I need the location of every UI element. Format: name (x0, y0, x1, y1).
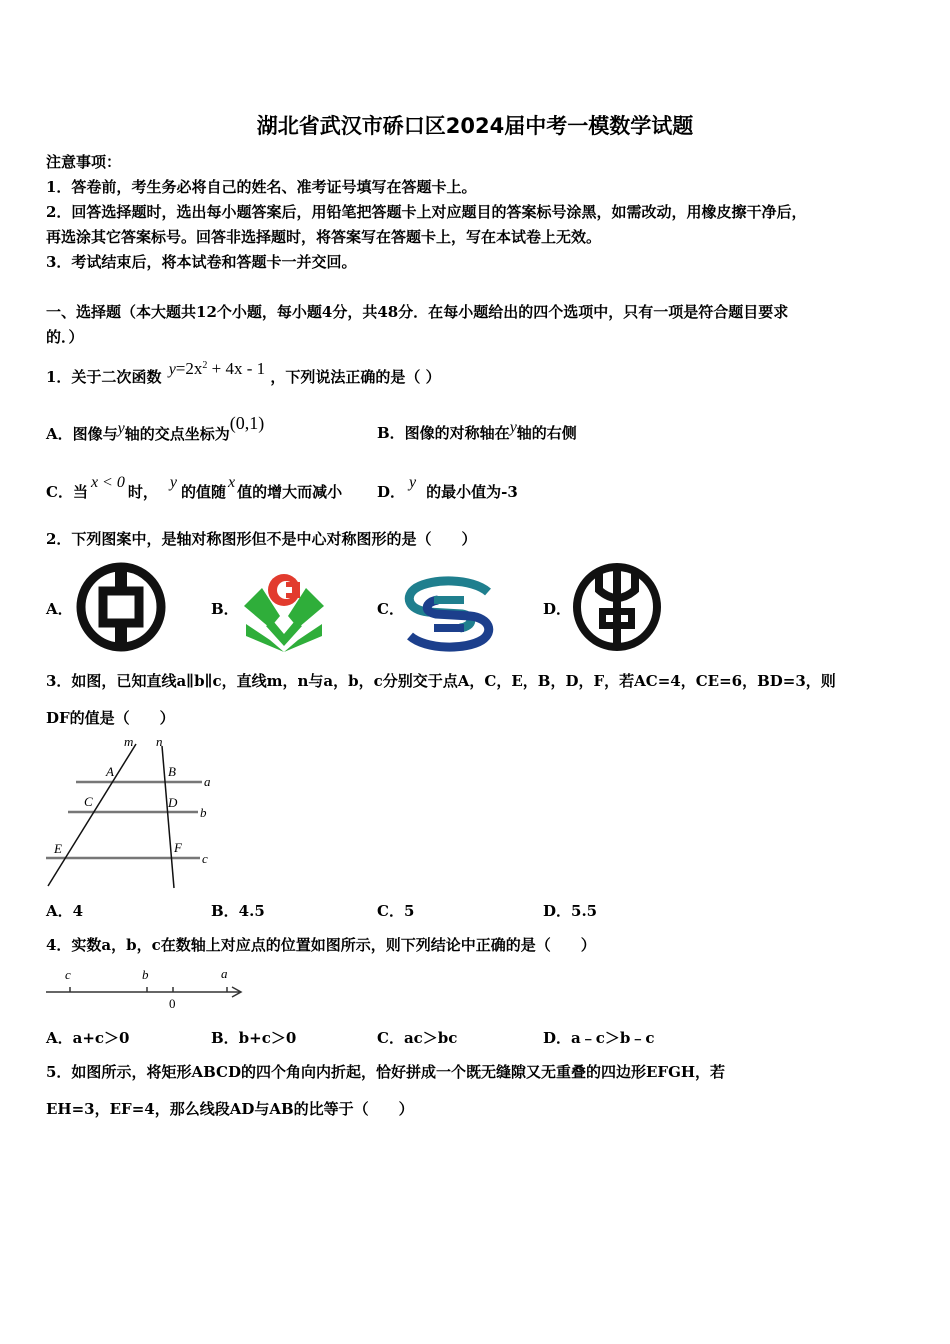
q1-c-x: x (228, 474, 236, 491)
rural-bank-logo-icon (240, 566, 328, 654)
q1-a-point: (0,1) (229, 413, 265, 433)
q3-option-a: A．4 (46, 902, 84, 920)
q2-label-c: C． (377, 600, 404, 618)
q1-option-a (46, 413, 265, 445)
section-heading-line2: 的．） (46, 328, 84, 346)
notice-heading: 注意事项： (46, 153, 122, 171)
q1-c-mid1: 时， (127, 483, 158, 501)
q3-fig-label-C: C (84, 794, 93, 809)
q2-label-b: B． (211, 600, 239, 618)
q3-fig-label-F: F (174, 840, 182, 855)
q1-c-tail: 值的增大而减小 (237, 483, 343, 501)
q1-c-prefix: C．当 (46, 483, 88, 501)
q1-stem (46, 359, 441, 388)
q3-fig-label-m: m (124, 734, 134, 749)
page-title: 湖北省武汉市硚口区2024届中考一模数学试题 (256, 114, 694, 138)
q3-option-b: B．4.5 (211, 902, 265, 920)
q4-fig-label-a: a (221, 966, 228, 981)
section-heading-line1: 一、选择题（本大题共12个小题，每小题4分，共48分．在每小题给出的四个选项中，只有一项是符合题目要求 (46, 303, 789, 321)
q4-number-line-figure (40, 962, 250, 1012)
q4-option-d: D．a﹣c＞b﹣c (543, 1029, 655, 1047)
q4-fig-label-c: c (65, 967, 71, 982)
abc-wheat-logo-icon (569, 560, 665, 654)
q3-option-d: D．5.5 (543, 902, 598, 920)
q3-stem-line2: DF的值是（ ） (46, 709, 175, 727)
q3-fig-label-A: A (106, 764, 114, 779)
q1-a-mid: 轴的交点坐标为 (124, 425, 230, 443)
q1-d-y: y (409, 474, 417, 491)
notice-item-2b: 再选涂其它答案标号。回答非选择题时，将答案写在答题卡上，写在本试卷上无效。 (46, 228, 602, 246)
notice-item-1: 1．答卷前，考生务必将自己的姓名、准考证号填写在答题卡上。 (46, 178, 477, 196)
q4-stem: 4．实数a，b，c在数轴上对应点的位置如图所示，则下列结论中正确的是（ ） (46, 936, 596, 954)
boc-coin-logo-icon (74, 560, 168, 654)
q3-fig-label-B: B (168, 764, 176, 779)
q1-b-prefix: B．图像的对称轴在 (377, 424, 510, 442)
q1-option-d (377, 474, 518, 503)
q1-a-prefix: A．图像与 (46, 425, 118, 443)
q3-fig-label-E: E (54, 841, 62, 856)
q1-a-y: y (117, 420, 125, 437)
q3-option-c: C．5 (377, 902, 415, 920)
q1-eq-part2: + 4x - 1 (207, 359, 266, 378)
q1-c-y: y (169, 474, 177, 491)
q4-fig-label-b: b (142, 967, 149, 982)
q1-option-c (46, 474, 343, 503)
cib-s-logo-icon (402, 574, 496, 654)
q3-fig-label-D: D (168, 795, 178, 810)
q1-c-cond: x < 0 (90, 474, 125, 491)
q1-c-mid2: 的值随 (180, 483, 226, 501)
q1-b-y: y (509, 419, 517, 436)
q1-eq-part1: =2x (175, 359, 203, 378)
q3-fig-label-c: c (202, 851, 208, 866)
q2-stem: 2．下列图案中，是轴对称图形但不是中心对称图形的是（ ） (46, 530, 477, 548)
q3-fig-label-a: a (204, 774, 211, 789)
q1-option-b (377, 419, 577, 444)
q1-equation (169, 360, 265, 378)
q3-stem-line1: 3．如图，已知直线a∥b∥c，直线m，n与a，b，c分别交于点A，C，E，B，D，F，若AC=4，CE=6，BD=3，则 (46, 672, 836, 690)
q5-stem-line2: EH=3，EF=4，那么线段AD与AB的比等于（ ） (46, 1100, 414, 1118)
q3-parallel-lines-figure (40, 732, 230, 892)
q1-stem-text: 1．关于二次函数 (46, 368, 162, 386)
q1-b-tail: 轴的右侧 (516, 424, 577, 442)
q3-fig-label-b: b (200, 805, 207, 820)
q4-option-a: A．a+c＞0 (46, 1029, 130, 1047)
q1-d-prefix: D． (377, 483, 406, 501)
q4-fig-label-zero: 0 (169, 996, 176, 1011)
q3-fig-label-n: n (156, 734, 163, 749)
q5-stem-line1: 5．如图所示，将矩形ABCD的四个角向内折起，恰好拼成一个既无缝隙又无重叠的四边形EFGH，若 (46, 1063, 726, 1081)
q1-d-tail: 的最小值为-3 (426, 483, 518, 501)
q1-eq-sup: 2 (202, 360, 208, 371)
q1-eq-y: y (168, 361, 176, 378)
notice-item-3: 3．考试结束后，将本试卷和答题卡一并交回。 (46, 253, 357, 271)
q4-option-b: B．b+c＞0 (211, 1029, 297, 1047)
notice-item-2a: 2．回答选择题时，选出每小题答案后，用铅笔把答题卡上对应题目的答案标号涂黑，如需改动，用橡皮擦干净后， (46, 203, 807, 221)
q2-label-a: A． (46, 600, 73, 618)
q1-stem-tail: ，下列说法正确的是（ ） (270, 368, 441, 386)
q2-label-d: D． (543, 600, 572, 618)
q4-option-c: C．ac＞bc (377, 1029, 458, 1047)
